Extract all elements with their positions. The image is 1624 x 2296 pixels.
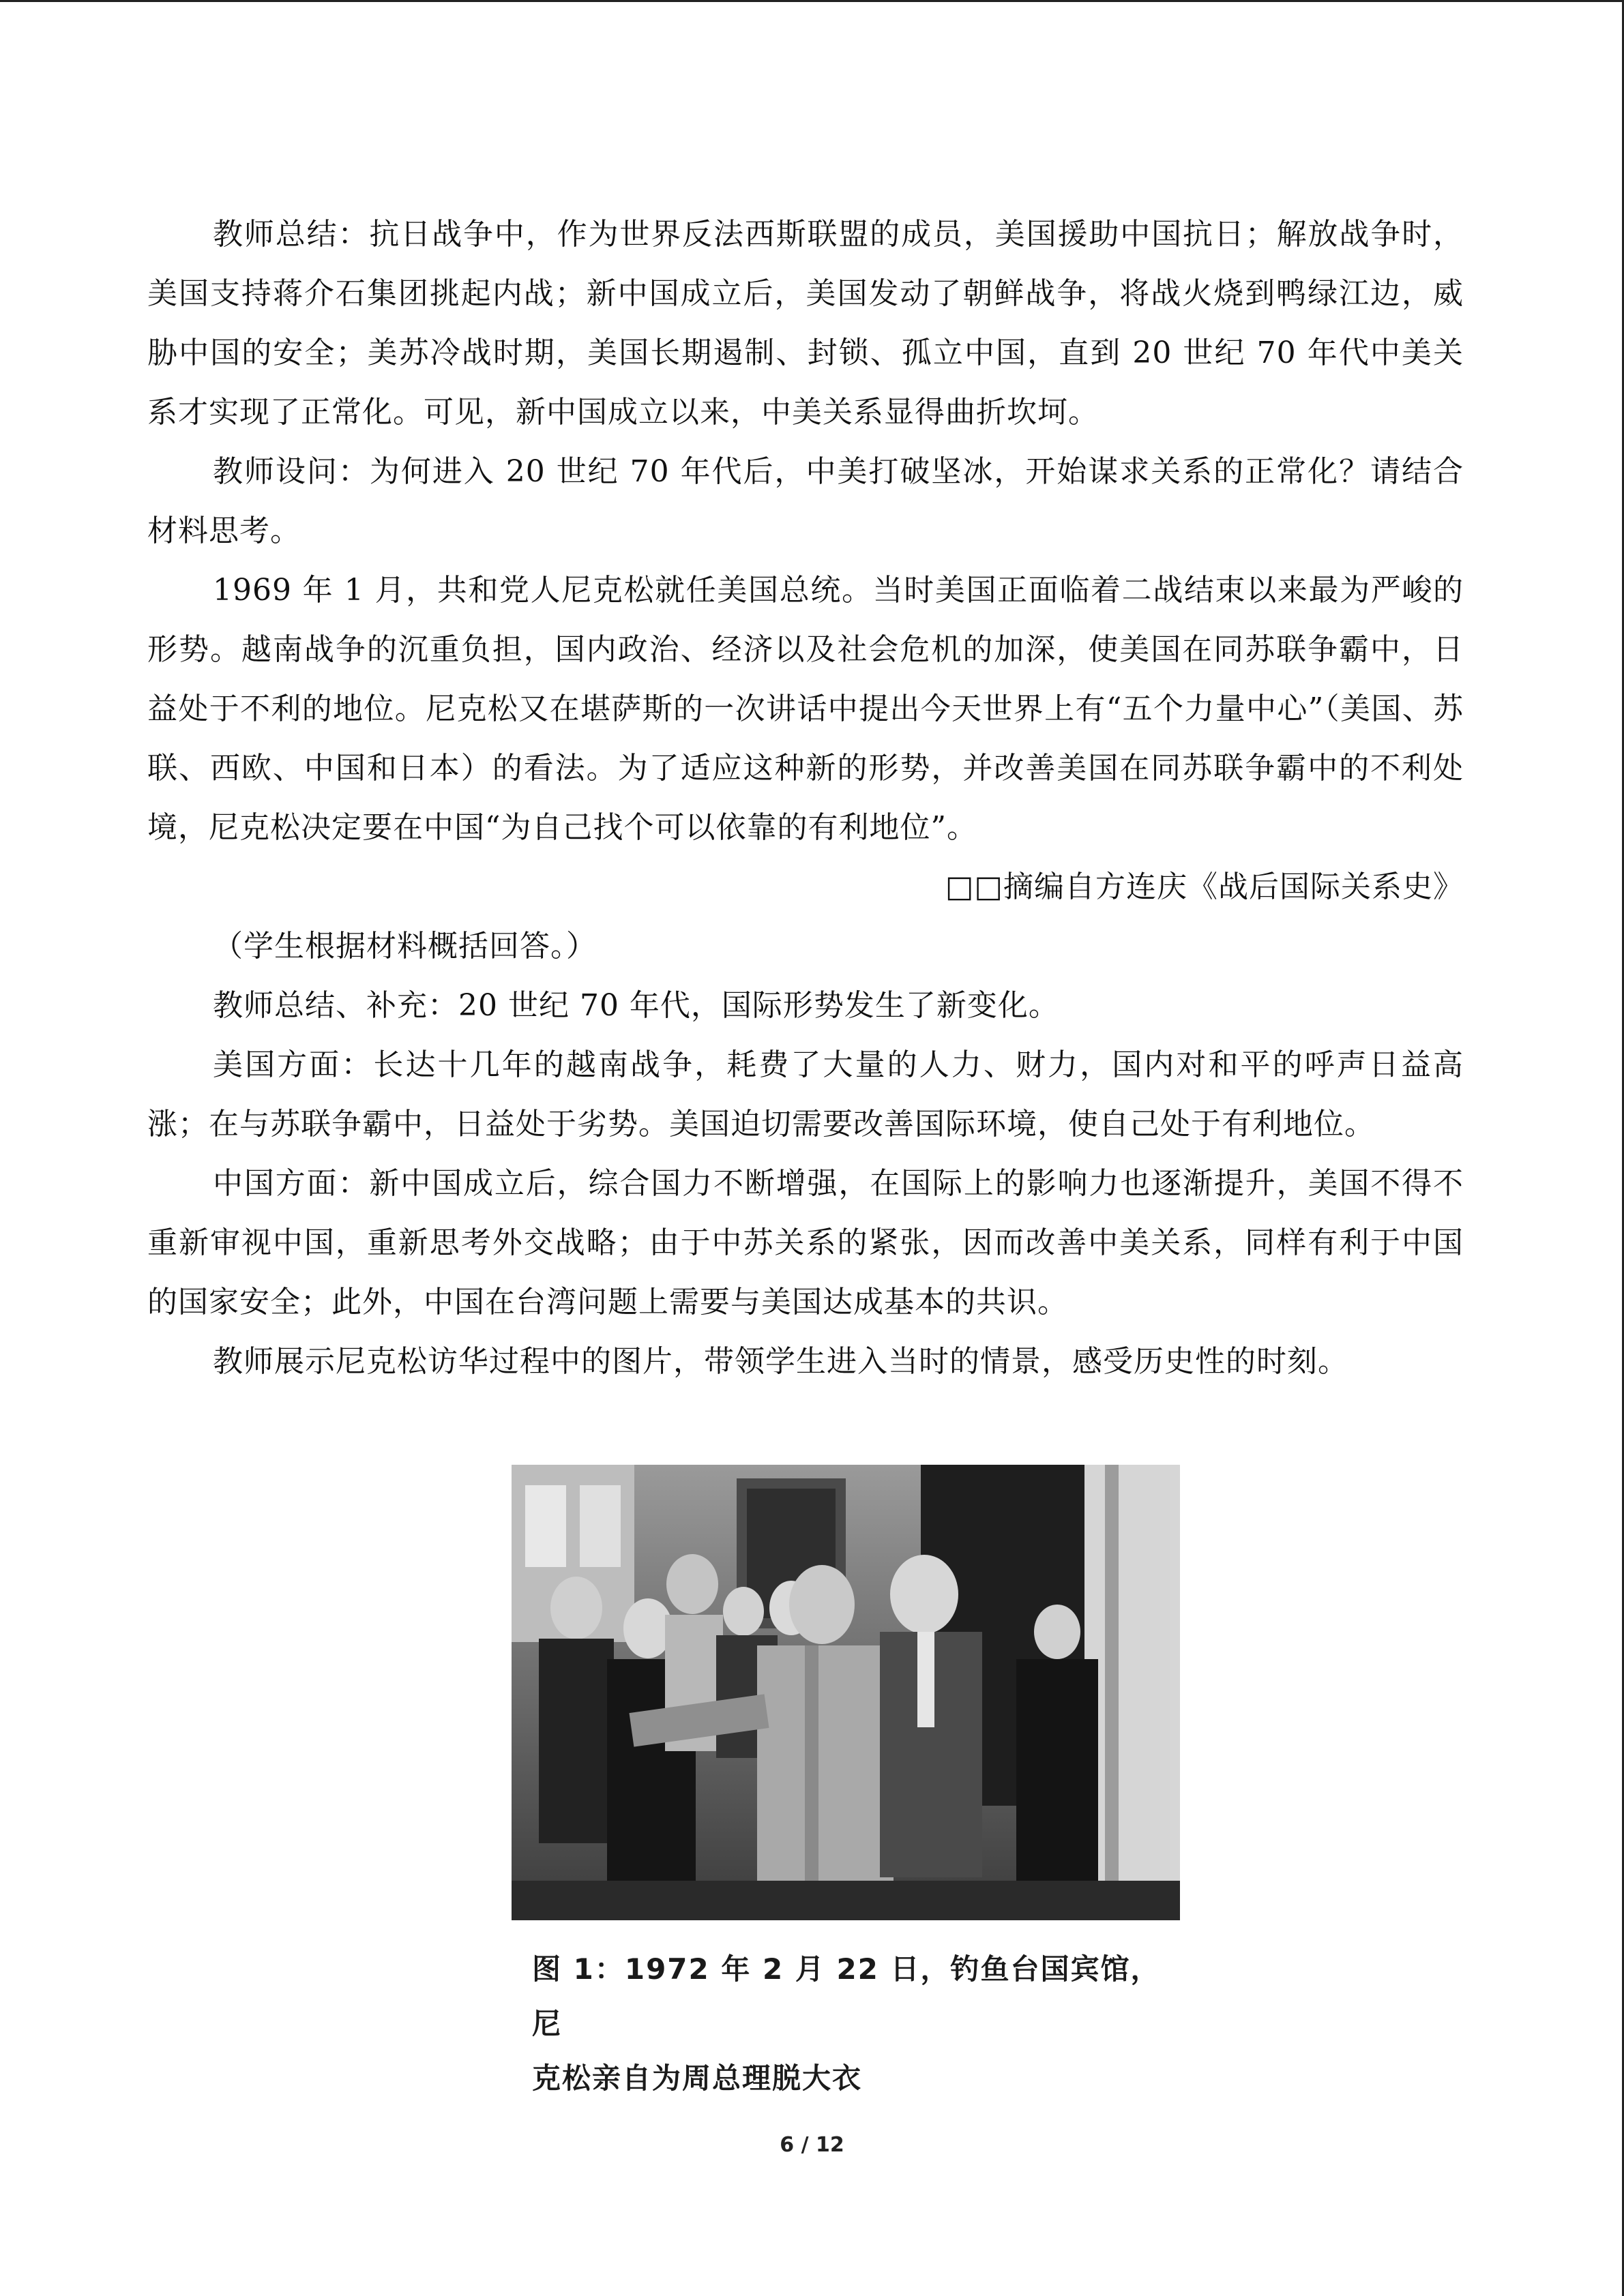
paragraph-china-side: 中国方面：新中国成立后，综合国力不断增强，在国际上的影响力也逐渐提升，美国不得不重新审视中国，重新思考外交战略；由于中苏关系的紧张，因而改善中美关系，同样有利于中国的国家安全；此外，中国在台湾问题上需要与美国达成基本的共识。 — [147, 1166, 1464, 1320]
paragraph-us-side: 美国方面：长达十几年的越南战争，耗费了大量的人力、财力，国内对和平的呼声日益高涨；在与苏联争霸中，日益处于劣势。美国迫切需要改善国际环境，使自己处于有利地位。 — [147, 1047, 1464, 1142]
paragraph-teacher-show-photos: 教师展示尼克松访华过程中的图片，带领学生进入当时的情景，感受历史性的时刻。 — [213, 1344, 1348, 1379]
page-number: 6 / 12 — [780, 2133, 844, 2157]
paragraph-teacher-summary: 教师总结：抗日战争中，作为世界反法西斯联盟的成员，美国援助中国抗日；解放战争时，美国支持蒋介石集团挑起内战；新中国成立后，美国发动了朝鲜战争，将战火烧到鸭绿江边，威胁中国的安全；美苏冷战时期，美国长期遏制、封锁、孤立中国，直到 20 世纪 70 年代中美关系才实现了正常化。可见，新中国成立以来，中美关系显得曲折坎坷。 — [147, 217, 1464, 430]
paragraph-student-answer: （学生根据材料概括回答。） — [213, 929, 597, 964]
paragraph-teacher-question: 教师设问：为何进入 20 世纪 70 年代后，中美打破坚冰，开始谋求关系的正常化？请结合材料思考。 — [147, 454, 1464, 548]
figure-caption-line-2: 克松亲自为周总理脱大衣 — [532, 2061, 863, 2095]
paragraph-teacher-supplement: 教师总结、补充：20 世纪 70 年代，国际形势发生了新变化。 — [213, 988, 1059, 1023]
figure-caption — [532, 1942, 1187, 2106]
photo-illustration — [512, 1465, 1180, 1920]
historical-photo — [512, 1465, 1180, 1920]
paragraph-material-excerpt: 1969 年 1 月，共和党人尼克松就任美国总统。当时美国正面临着二战结束以来最为严峻的形势。越南战争的沉重负担，国内政治、经济以及社会危机的加深，使美国在同苏联争霸中，日益处于不利的地位。尼克松又在堪萨斯的一次讲话中提出今天世界上有“五个力量中心”（美国、苏联、西欧、中国和日本）的看法。为了适应这种新的形势，并改善美国在同苏联争霸中的不利处境，尼克松决定要在中国“为自己找个可以依靠的有利地位”。 — [147, 573, 1464, 845]
page-border-top — [0, 0, 1624, 2]
document-body — [147, 205, 1464, 1391]
excerpt-source: □□摘编自方连庆《战后国际关系史》 — [945, 869, 1464, 904]
figure-caption-line-1: 图 1：1972 年 2 月 22 日，钓鱼台国宾馆，尼 — [532, 1952, 1161, 2040]
